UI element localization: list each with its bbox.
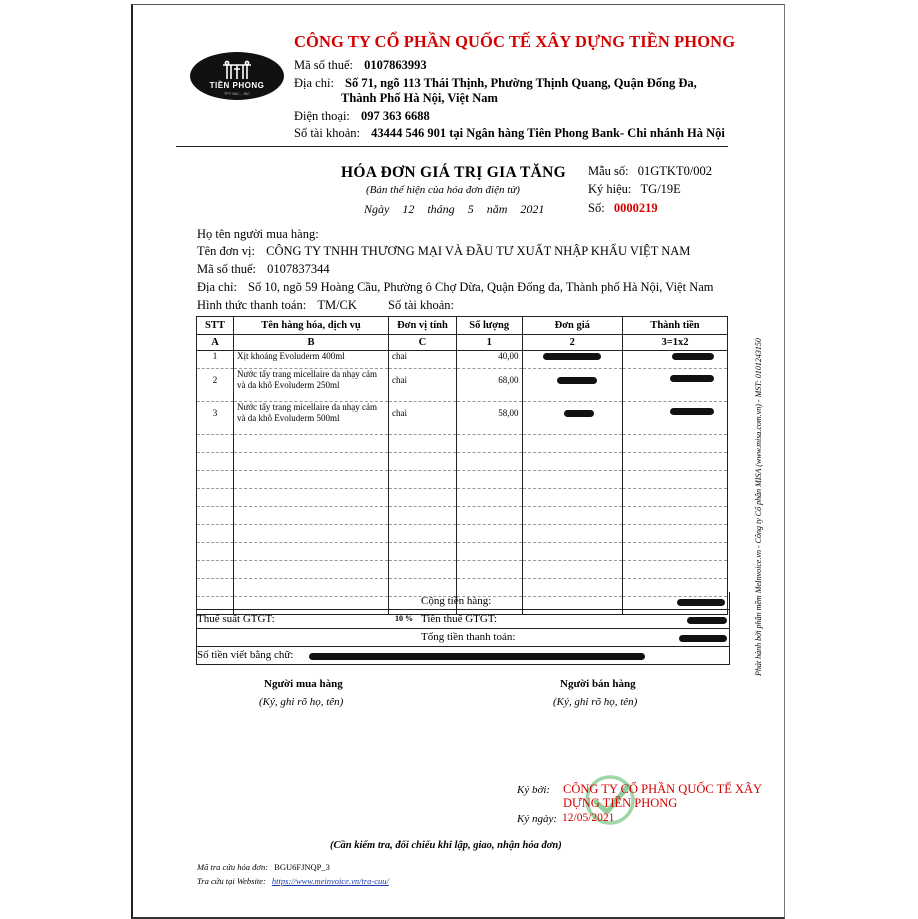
symbol-value: TG/19E [640, 182, 681, 196]
date-month-label: tháng [427, 202, 455, 216]
row-unit: chai [389, 402, 457, 435]
seller-address-line2-row [341, 91, 498, 106]
signed-by-line2: DỰNG TIỀN PHONG [563, 796, 678, 810]
signed-by-line1: CÔNG TY CỔ PHẦN QUỐC TẾ XÂY [563, 782, 763, 796]
invoice-number: 0000219 [613, 201, 658, 215]
website-row [197, 876, 389, 886]
lookup-website-link[interactable]: https://www.meinvoice.vn/tra-cuu/ [271, 876, 389, 886]
totals-block [196, 592, 730, 665]
table-empty-row [197, 453, 728, 471]
buyer-account-label: Số tài khoản: [388, 298, 454, 312]
col-unit: Đơn vị tính [389, 317, 457, 335]
buyer-signature-note: (Ký, ghi rõ họ, tên) [259, 696, 344, 708]
date-year: 2021 [520, 202, 545, 216]
buyer-payment-row [197, 298, 454, 313]
invoice-subtitle: (Bản thể hiện của hóa đơn điện tử) [366, 184, 520, 196]
company-logo [190, 52, 284, 100]
seller-address-row [294, 76, 697, 91]
buyer-unit: CÔNG TY TNHH THƯƠNG MẠI VÀ ĐẦU TƯ XUẤT NHẬP KHẨU VIỆT NAM [266, 244, 691, 258]
table-row [197, 351, 728, 369]
invoice-title: HÓA ĐƠN GIÁ TRỊ GIA TĂNG [341, 164, 566, 181]
row-price-redacted [522, 351, 622, 369]
seller-signature-title: Người bán hàng [560, 678, 636, 690]
row-amount-redacted [622, 369, 727, 402]
buyer-address-label: Địa chỉ: [197, 280, 237, 294]
logo-name: TIỀN PHONG [209, 81, 265, 90]
row-unit: chai [389, 351, 457, 369]
invoice-symbol-row [588, 182, 681, 197]
buyer-tax-label: Mã số thuế: [197, 262, 257, 276]
row-name: Nước tẩy trang micellaire da nhạy cảm và da khô Evoluderm 250ml [233, 369, 388, 402]
buyer-address: Số 10, ngõ 59 Hoàng Cầu, Phường ô Chợ Dừa, Quận Đống đa, Thành phố Hà Nội, Việt Nam [248, 280, 714, 294]
seller-account-row [294, 126, 725, 141]
table-empty-row [197, 489, 728, 507]
header-divider [176, 146, 728, 147]
seller-signature-note: (Ký, ghi rõ họ, tên) [553, 696, 638, 708]
table-empty-row [197, 543, 728, 561]
col-name: Tên hàng hóa, dịch vụ [233, 317, 388, 335]
date-month: 5 [467, 202, 474, 216]
row-stt: 1 [197, 351, 234, 369]
lookup-row [197, 862, 330, 872]
row-qty: 68,00 [456, 369, 522, 402]
symbol-label: Ký hiệu: [588, 182, 632, 196]
table-empty-row [197, 525, 728, 543]
row-amount-redacted [622, 402, 727, 435]
index-cell: 1 [456, 335, 522, 351]
seller-tax-code: 0107863993 [364, 58, 427, 72]
row-price-redacted [522, 369, 622, 402]
row-stt: 3 [197, 402, 234, 435]
table-row [197, 402, 728, 435]
seller-company-name: CÔNG TY CỔ PHẦN QUỐC TẾ XÂY DỰNG TIỀN PHONG [294, 32, 736, 51]
check-note: (Cần kiểm tra, đối chiếu khi lập, giao, nhận hóa đơn) [330, 840, 562, 851]
website-label: Tra cứu tại Website: [197, 876, 266, 886]
table-empty-row [197, 471, 728, 489]
buyer-unit-label: Tên đơn vị: [197, 244, 255, 258]
invoice-number-row [588, 201, 658, 216]
buyer-unit-row [197, 244, 690, 259]
date-day-label: Ngày [364, 202, 390, 216]
index-cell: A [197, 335, 234, 351]
seller-account-label: Số tài khoản: [294, 126, 360, 140]
col-price: Đơn giá [522, 317, 622, 335]
items-table [196, 316, 728, 615]
amount-in-words-label: Số tiền viết bằng chữ: [197, 649, 294, 661]
seller-address-label: Địa chỉ: [294, 76, 334, 90]
table-header-row [197, 317, 728, 335]
signed-by-label: Ký bởi: [517, 784, 551, 796]
buyer-name-label: Họ tên người mua hàng: [197, 227, 319, 241]
buyer-tax-code: 0107837344 [267, 262, 330, 276]
index-cell: 3=1x2 [622, 335, 727, 351]
buyer-tax-row [197, 262, 330, 277]
seller-phone-row [294, 109, 430, 124]
index-cell: B [233, 335, 388, 351]
total-redacted [679, 635, 727, 642]
signed-date: 12/05/2021 [562, 812, 615, 824]
seller-phone-label: Điện thoại: [294, 109, 350, 123]
index-cell: C [389, 335, 457, 351]
vat-rate-label: Thuế suất GTGT: [197, 613, 275, 625]
logo-sub: TPT INC., JSC [223, 91, 251, 96]
form-label: Mẫu số: [588, 164, 629, 178]
lookup-code: BGU6FJNQP_3 [274, 862, 330, 872]
table-empty-row [197, 507, 728, 525]
date-year-label: năm [486, 202, 508, 216]
date-day: 12 [402, 202, 415, 216]
seller-account: 43444 546 901 tại Ngân hàng Tiên Phong Bank- Chi nhánh Hà Nội [371, 126, 725, 140]
buyer-payment: TM/CK [317, 298, 357, 312]
col-amount: Thành tiền [622, 317, 727, 335]
signed-date-label: Ký ngày: [517, 813, 558, 825]
table-empty-row [197, 561, 728, 579]
vat-amount-label: Tiền thuế GTGT: [421, 613, 498, 625]
row-qty: 58,00 [456, 402, 522, 435]
buyer-address-row [197, 280, 714, 295]
subtotal-redacted [677, 599, 725, 606]
row-stt: 2 [197, 369, 234, 402]
buyer-signature-title: Người mua hàng [264, 678, 343, 690]
col-stt: STT [197, 317, 234, 335]
lookup-label: Mã tra cứu hóa đơn: [197, 862, 269, 872]
form-value: 01GTKT0/002 [637, 164, 713, 178]
row-amount-redacted [622, 351, 727, 369]
vat-rate: 10 % [395, 614, 413, 623]
vat-amount-redacted [687, 617, 727, 624]
row-qty: 40,00 [456, 351, 522, 369]
table-row [197, 369, 728, 402]
table-index-row [197, 335, 728, 351]
seller-tax-label: Mã số thuế: [294, 58, 354, 72]
total-label: Tổng tiền thanh toán: [421, 631, 516, 643]
buyer-name-row [197, 227, 319, 242]
row-name: Xịt khoáng Evoluderm 400ml [233, 351, 388, 369]
seller-address-line2: Thành Phố Hà Nội, Việt Nam [341, 91, 498, 105]
table-empty-row [197, 435, 728, 453]
seller-address-line1: Số 71, ngõ 113 Thái Thịnh, Phường Thịnh Quang, Quận Đống Đa, [345, 76, 697, 90]
seller-tax-row [294, 58, 427, 73]
row-name: Nước tẩy trang micellaire da nhạy cảm và da khô Evoluderm 500ml [233, 402, 388, 435]
invoice-form-row [588, 164, 712, 179]
buyer-payment-label: Hình thức thanh toán: [197, 298, 307, 312]
invoice-date [364, 202, 554, 217]
row-price-redacted [522, 402, 622, 435]
subtotal-label: Cộng tiền hàng: [421, 595, 492, 607]
row-unit: chai [389, 369, 457, 402]
col-qty: Số lượng [456, 317, 522, 335]
seller-phone: 097 363 6688 [361, 109, 430, 123]
software-side-note: Phát hành bởi phần mềm MeInvoice.vn - Công ty Cổ phần MISA (www.misa.com.vn) - MST: 0101243150 [754, 338, 763, 676]
amount-in-words-redacted [309, 653, 645, 660]
index-cell: 2 [522, 335, 622, 351]
number-label: Số: [588, 201, 605, 215]
